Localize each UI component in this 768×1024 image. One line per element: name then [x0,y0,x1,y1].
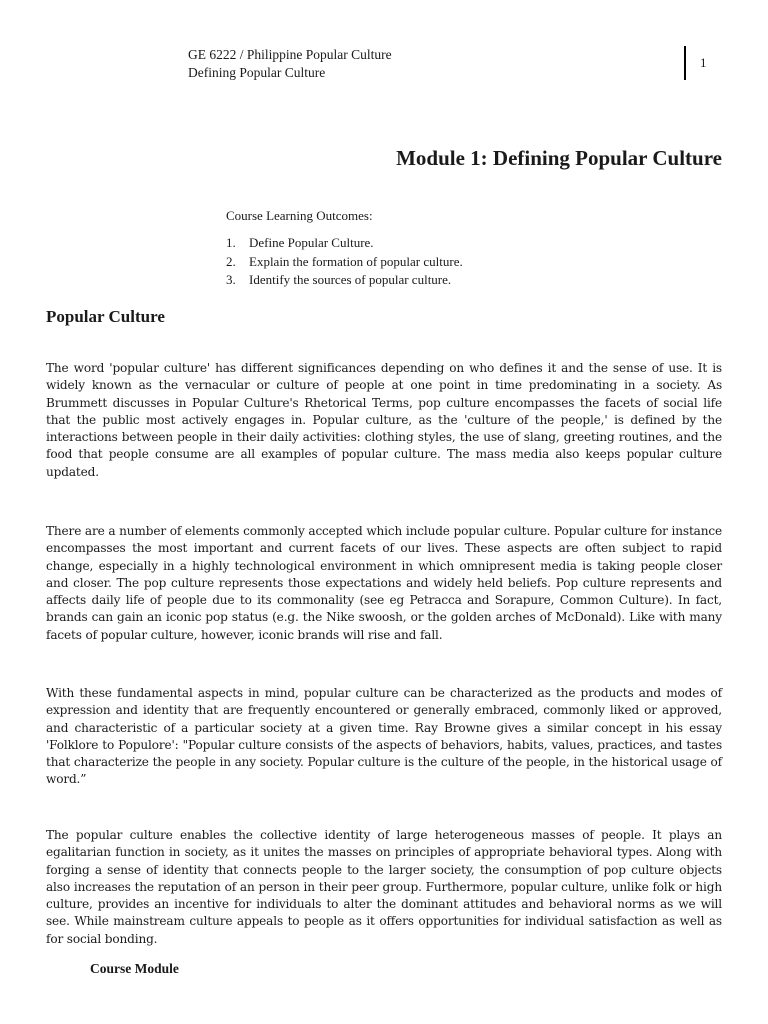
body-paragraph: The popular culture enables the collective identity of large heterogeneous masses of people. It plays an egalitarian function in society, as it unites the masses on principles of appropriate behavioral types. Along with forging a sense of identity that connects people to the larger society, the consumption of pop culture objects also increases the reputation of an person in their peer group. Furthermore, popular culture, unlike folk or high culture, provides an incentive for individuals to alter the dominant attitudes and behavioral norms as we will see. While mainstream culture appeals to people as it offers opportunities for individual satisfaction as well as for social bonding. [46,828,722,946]
outcome-text: Define Popular Culture. [249,235,374,250]
outcome-number: 2. [226,253,236,269]
outcome-text: Identify the sources of popular culture. [249,272,452,287]
outcome-text: Explain the formation of popular culture. [249,253,463,269]
body-paragraph: With these fundamental aspects in mind, popular culture can be characterized as the products and modes of expression and identity that are frequently encountered or generally embraced, commonly liked or approved, and characteristic of a particular society at a given time. Ray Browne gives a similar concept in his essay 'Folklore to Populore': "Popular culture consists of the aspects of behaviors, habits, values, practices, and tastes that characterize the people in any society. Popular culture is the culture of the people, in the historical usage of word.” [46,686,722,787]
body-paragraph: The word 'popular culture' has different significances depending on who defines it and the sense of use. It is widely known as the vernacular or culture of people at one point in time predominating in a society. As Brummett discusses in Popular Culture's Rhetorical Terms, pop culture encompasses the facets of social life that the public most actively engages in. Popular culture, as the 'culture of the people,' is defined by the interactions between people in their daily activities: clothing styles, the use of slang, greeting routines, and the food that people consume are all examples of popular culture. The mass media also keeps popular culture updated. [46,361,722,479]
outcome-number: 3. [226,272,236,287]
page-number: 1 [700,55,707,70]
outcomes-label: Course Learning Outcomes: [226,208,373,223]
outcome-item [226,253,463,272]
outcome-item [226,271,463,290]
outcome-item [226,234,463,253]
outcome-number: 1. [226,235,236,250]
running-header [188,46,392,82]
body-paragraph: There are a number of elements commonly accepted which include popular culture. Popular culture for instance encompasses the most important and current facets of our lives. These aspects are often subject to rapid change, especially in a highly technological environment in which omnipresent media is taking people closer and closer. The pop culture represents those expectations and widely held beliefs. Pop culture represents and affects daily life of people due to its commonality (see eg Petracca and Sorapure, Common Culture). In fact, brands can gain an iconic pop status (e.g. the Nike swoosh, or the golden arches of McDonald). Like with many facets of popular culture, however, iconic brands will rise and fall. [46,524,722,642]
section-heading: Popular Culture [46,307,165,326]
outcomes-list [226,234,463,290]
learning-outcomes [226,208,463,290]
footer-label: Course Module [90,961,179,976]
header-course-line: GE 6222 / Philippine Popular Culture [188,47,392,62]
header-topic-line: Defining Popular Culture [188,65,326,80]
header-divider [684,46,686,80]
module-title: Module 1: Defining Popular Culture [396,146,722,170]
